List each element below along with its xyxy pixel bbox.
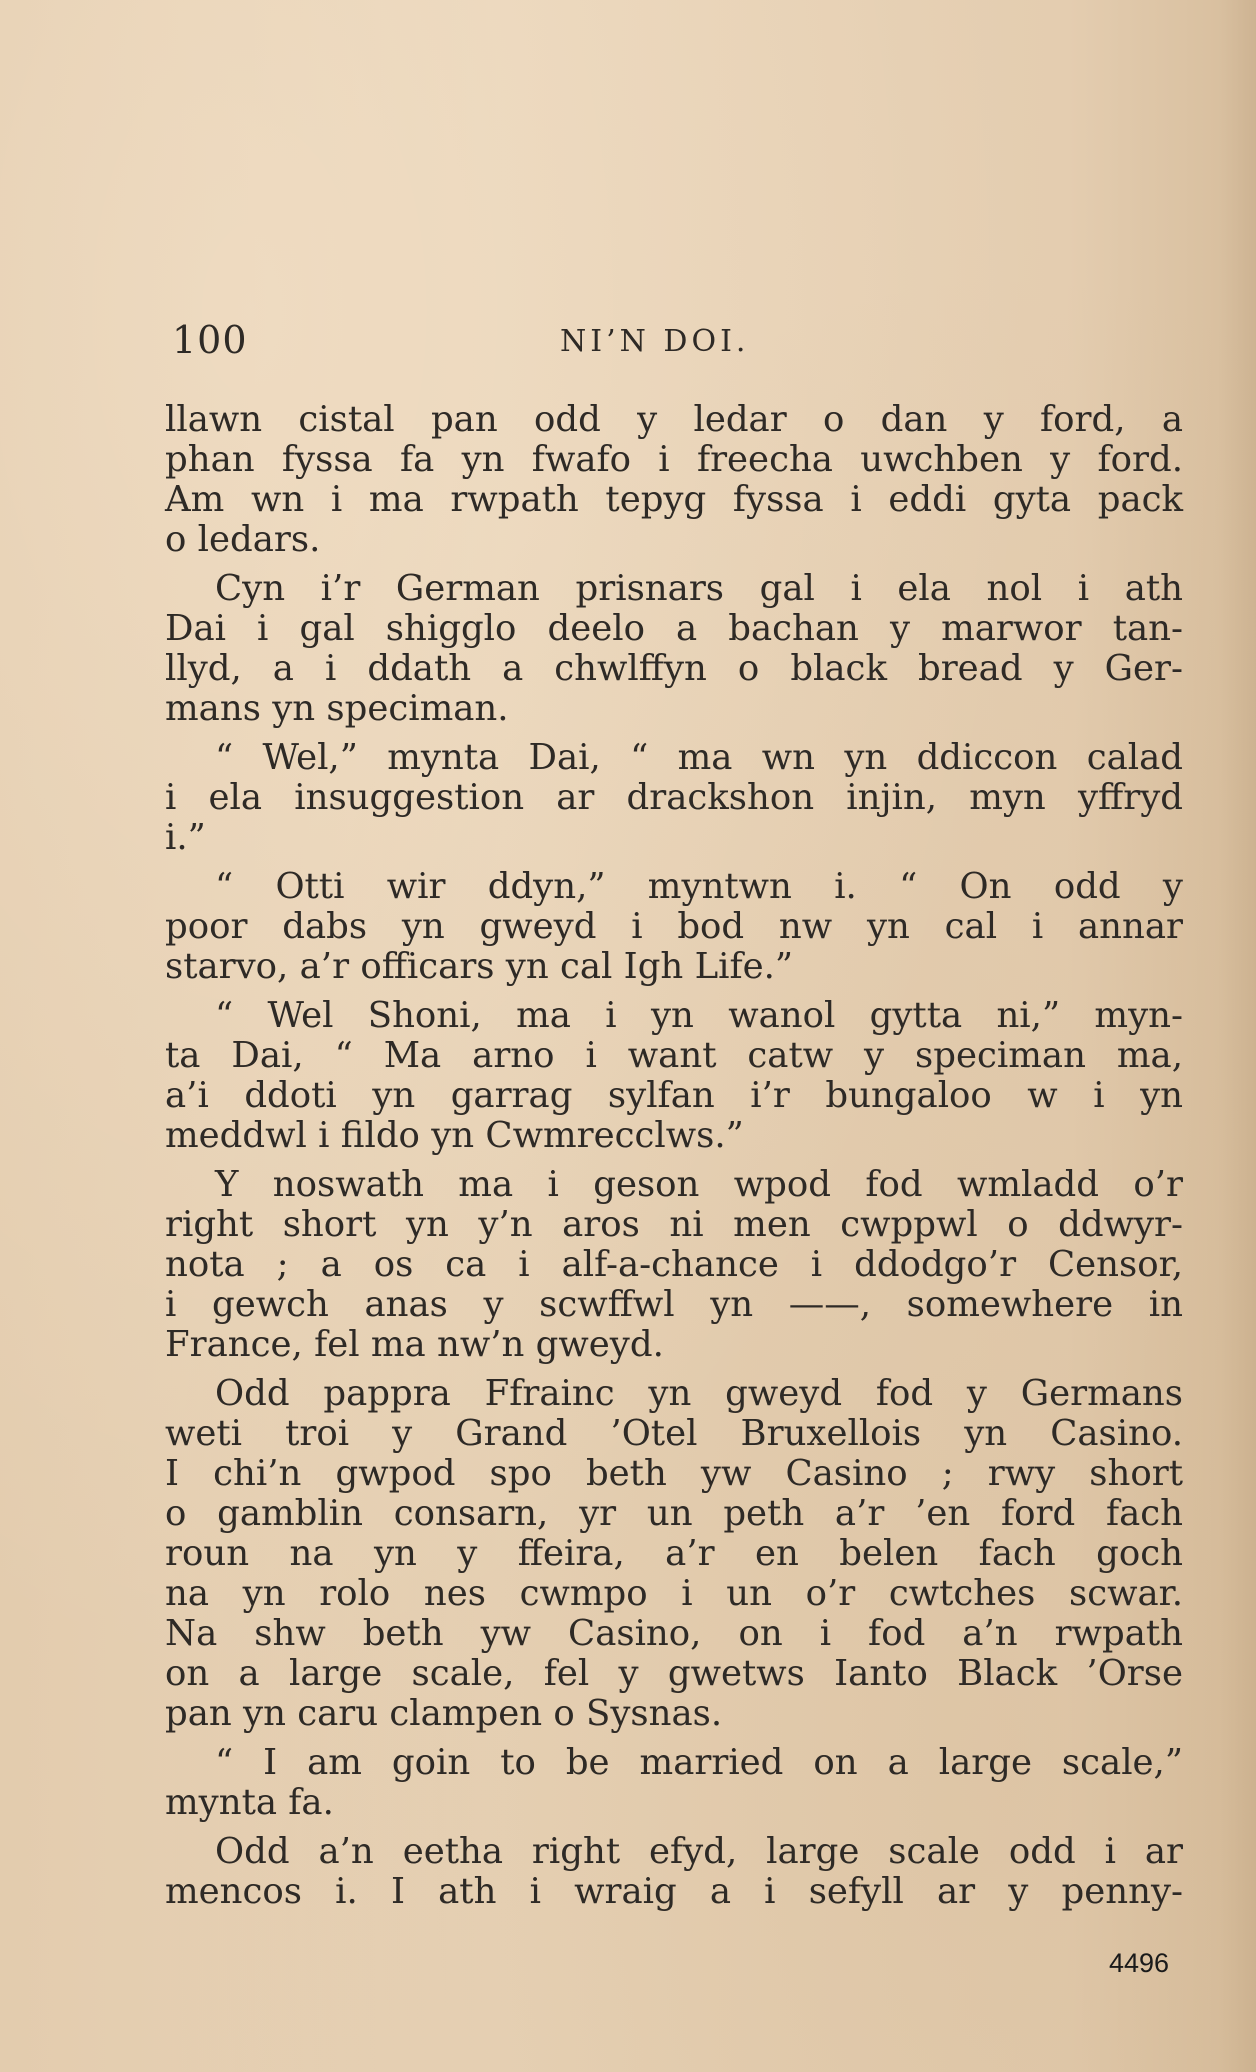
text-line: France, fel ma nw’n gweyd. <box>165 1324 664 1365</box>
paragraph <box>165 1743 1183 1823</box>
text-line: “ Wel Shoni, ma i yn wanol gytta ni,” myn- <box>215 995 1183 1036</box>
page-header <box>172 318 1182 368</box>
paragraph <box>165 1374 1183 1734</box>
text-line: o gamblin consarn, yr un peth a’r ’en ford fach <box>165 1493 1183 1534</box>
text-line: ta Dai, “ Ma arno i want catw y speciman ma, <box>165 1035 1183 1076</box>
text-line: Am wn i ma rwpath tepyg fyssa i eddi gyta pack <box>165 479 1183 520</box>
text-line: “ I am goin to be married on a large scale,” <box>215 1742 1183 1783</box>
text-line: na yn rolo nes cwmpo i un o’r cwtches scwar. <box>165 1573 1183 1614</box>
text-line: nota ; a os ca i alf-a-chance i ddodgo’r Censor, <box>165 1244 1183 1285</box>
paragraph <box>165 569 1183 729</box>
paragraph <box>165 738 1183 858</box>
body-text <box>165 400 1183 1921</box>
text-line: on a large scale, fel y gwetws Ianto Black ’Orse <box>165 1653 1183 1694</box>
text-line: a’i ddoti yn garrag sylfan i’r bungaloo w i yn <box>165 1075 1183 1116</box>
text-line: Odd a’n eetha right efyd, large scale odd i ar <box>215 1831 1183 1872</box>
text-line: Na shw beth yw Casino, on i fod a’n rwpath <box>165 1613 1183 1654</box>
paragraph <box>165 1832 1183 1912</box>
paragraph <box>165 400 1183 560</box>
text-line: i gewch anas y scwffwl yn ——, somewhere in <box>165 1284 1183 1325</box>
text-line: Odd pappra Ffrainc yn gweyd fod y Germans <box>215 1373 1183 1414</box>
paragraph <box>165 1165 1183 1365</box>
text-line: i ela insuggestion ar drackshon injin, myn yffryd <box>165 777 1183 818</box>
text-line: i.” <box>165 817 206 858</box>
text-line: llyd, a i ddath a chwlffyn o black bread y Ger- <box>165 648 1183 689</box>
text-line: meddwl i fildo yn Cwmrecclws.” <box>165 1115 744 1156</box>
paragraph <box>165 867 1183 987</box>
catalog-number: 4496 <box>1109 1948 1170 1978</box>
text-line: mynta fa. <box>165 1782 334 1823</box>
text-line: Cyn i’r German prisnars gal i ela nol i ath <box>215 568 1183 609</box>
text-line: roun na yn y ffeira, a’r en belen fach goch <box>165 1533 1183 1574</box>
text-line: o ledars. <box>165 519 321 560</box>
text-line: “ Otti wir ddyn,” myntwn i. “ On odd y <box>215 866 1183 907</box>
text-line: phan fyssa fa yn fwafo i freecha uwchben y ford. <box>165 439 1183 480</box>
text-line: right short yn y’n aros ni men cwppwl o ddwyr- <box>165 1204 1183 1245</box>
text-line: llawn cistal pan odd y ledar o dan y ford, a <box>165 399 1183 440</box>
text-line: Y noswath ma i geson wpod fod wmladd o’r <box>215 1164 1183 1205</box>
text-line: Dai i gal shigglo deelo a bachan y marwor tan- <box>165 608 1183 649</box>
page-number: 100 <box>172 318 248 362</box>
text-line: poor dabs yn gweyd i bod nw yn cal i annar <box>165 906 1183 947</box>
paragraph <box>165 996 1183 1156</box>
text-line: “ Wel,” mynta Dai, “ ma wn yn ddiccon calad <box>215 737 1183 778</box>
text-line: mencos i. I ath i wraig a i sefyll ar y penny- <box>165 1871 1183 1912</box>
running-title: NI’N DOI. <box>560 324 750 359</box>
text-line: mans yn speciman. <box>165 688 509 729</box>
text-line: I chi’n gwpod spo beth yw Casino ; rwy short <box>165 1453 1183 1494</box>
text-line: pan yn caru clampen o Sysnas. <box>165 1693 723 1734</box>
text-line: starvo, a’r officars yn cal Igh Life.” <box>165 946 794 987</box>
text-line: weti troi y Grand ’Otel Bruxellois yn Casino. <box>165 1413 1183 1454</box>
